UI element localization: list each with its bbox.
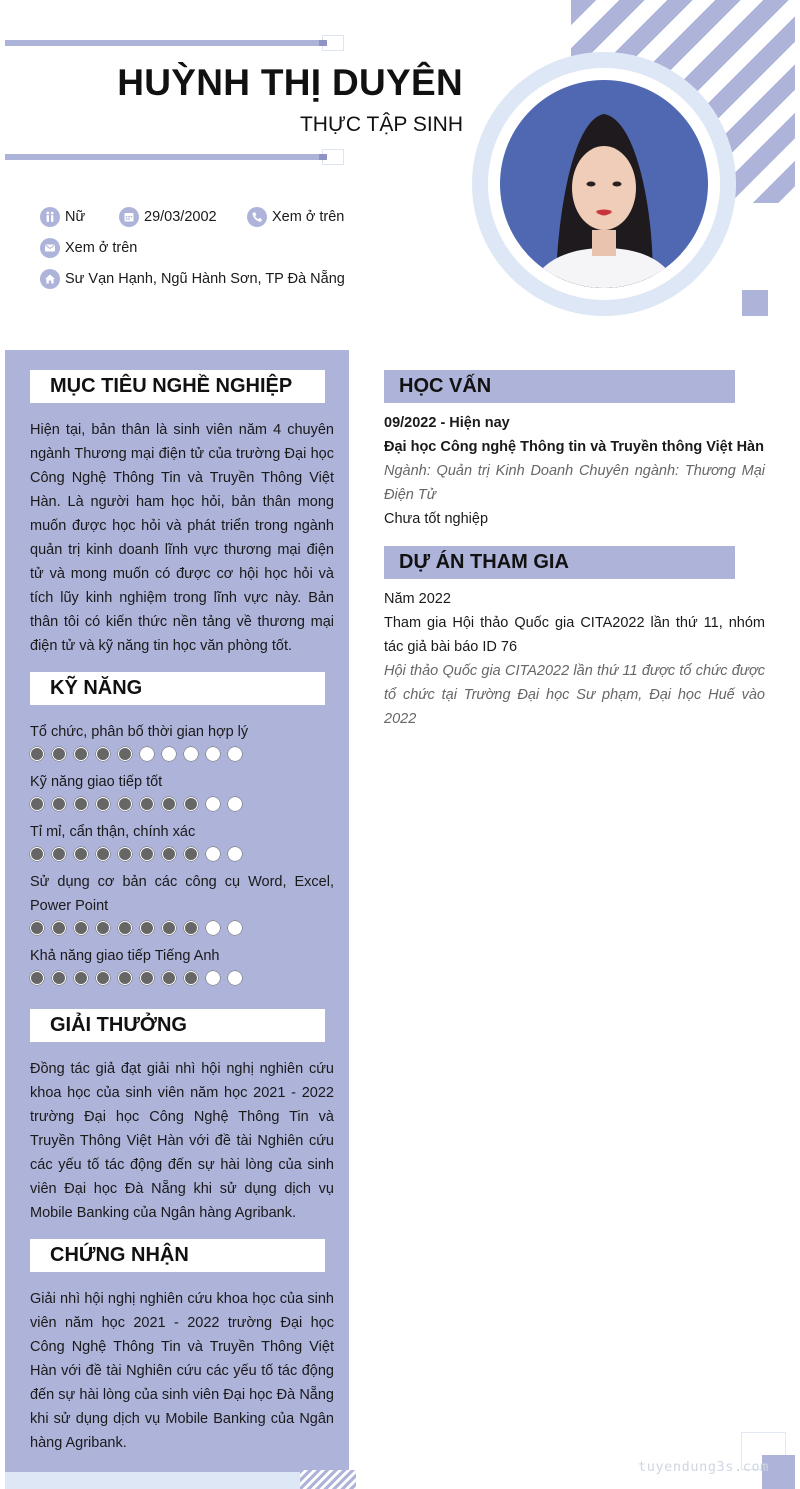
avatar [500, 80, 708, 288]
skill-name: Tổ chức, phân bố thời gian hợp lý [30, 724, 249, 740]
awards-heading: GIẢI THƯỞNG [30, 1009, 325, 1042]
projects-heading: DỰ ÁN THAM GIA [384, 546, 735, 579]
rating-dot-empty [140, 747, 154, 761]
rating-dot-filled [30, 847, 44, 861]
decorative-square [742, 290, 768, 316]
skill-rating [30, 747, 334, 761]
skill-rating [30, 797, 334, 811]
rating-dot-empty [228, 847, 242, 861]
rating-dot-filled [118, 847, 132, 861]
rating-dot-filled [74, 847, 88, 861]
rating-dot-filled [140, 921, 154, 935]
skill-rating [30, 847, 334, 861]
skill-rating [30, 921, 334, 935]
objective-heading: MỤC TIÊU NGHỀ NGHIỆP [30, 370, 325, 403]
rating-dot-empty [184, 747, 198, 761]
project-year: Năm 2022 [384, 591, 451, 607]
avatar-frame [472, 52, 736, 316]
skill-item [30, 770, 334, 811]
rating-dot-empty [206, 747, 220, 761]
rating-dot-empty [206, 847, 220, 861]
rating-dot-filled [184, 797, 198, 811]
skill-name: Tỉ mỉ, cẩn thận, chính xác [30, 824, 196, 840]
education-major: Ngành: Quản trị Kinh Doanh Chuyên ngành: Thương Mại Điện Tử [384, 463, 765, 503]
header-line-cap-bottom [322, 149, 344, 165]
rating-dot-filled [30, 921, 44, 935]
watermark-text: tuyendung3s.com [638, 1459, 769, 1475]
phone-value: Xem ở trên [272, 209, 345, 225]
rating-dot-filled [184, 921, 198, 935]
calendar-icon [119, 207, 139, 227]
rating-dot-filled [162, 847, 176, 861]
rating-dot-filled [184, 971, 198, 985]
rating-dot-empty [162, 747, 176, 761]
objective-text: Hiện tại, bản thân là sinh viên năm 4 chuyên ngành Thương mại điện tử của trường Đại học Công Nghệ Thông Tin và Truyền Thông Việt Hàn. Là người ham học hỏi, bản thân mong muốn được học hỏi và phát triển trong ngành quản trị kinh doanh lĩnh vực thương mại điện tử và mong muốn có được cơ hội học hỏi và tích lũy kinh nghiệm trong lĩnh vực này. Bản thân tôi có kiến thức nền tảng về thương mại điện tử và kỹ năng tin học văn phòng tốt. [30, 422, 334, 654]
rating-dot-filled [52, 971, 66, 985]
gender-icon [40, 207, 60, 227]
bottom-band-decoration [5, 1472, 349, 1489]
education-period: 09/2022 - Hiện nay [384, 415, 510, 431]
skill-name: Khả năng giao tiếp Tiếng Anh [30, 948, 220, 964]
rating-dot-filled [30, 797, 44, 811]
gender-value: Nữ [65, 209, 86, 225]
rating-dot-filled [74, 971, 88, 985]
phone-icon [247, 207, 267, 227]
education-school: Đại học Công nghệ Thông tin và Truyền thông Việt Hàn [384, 439, 764, 455]
education-status: Chưa tốt nghiệp [384, 511, 489, 527]
candidate-name: HUỲNH THỊ DUYÊN [117, 62, 463, 103]
rating-dot-filled [52, 847, 66, 861]
skill-item [30, 820, 334, 861]
rating-dot-filled [140, 847, 154, 861]
rating-dot-filled [96, 971, 110, 985]
contact-phone [247, 207, 344, 227]
rating-dot-filled [118, 921, 132, 935]
rating-dot-empty [228, 797, 242, 811]
job-title: THỰC TẬP SINH [299, 113, 463, 136]
project-name: Tham gia Hội thảo Quốc gia CITA2022 lần thứ 11, nhóm tác giả bài báo ID 76 [384, 615, 765, 655]
email-value: Xem ở trên [65, 240, 138, 256]
rating-dot-filled [96, 921, 110, 935]
rating-dot-filled [74, 797, 88, 811]
contact-address [40, 269, 345, 289]
birthday-value: 29/03/2002 [144, 209, 217, 225]
rating-dot-filled [118, 971, 132, 985]
rating-dot-filled [184, 847, 198, 861]
bottom-stripes-decoration [300, 1470, 356, 1489]
awards-text: Đồng tác giả đạt giải nhì hội nghị nghiên cứu khoa học của sinh viên năm học 2021 - 2022 trường Đại học Công Nghệ Thông Tin và Truyền Thông Việt Hàn với đề tài Nghiên cứu các yếu tố tác động đến sự hài lòng của sinh viên Đại học Đà Nẵng khi sử dụng dịch vụ Mobile Banking của Ngân hàng Agribank. [30, 1061, 334, 1221]
rating-dot-filled [118, 747, 132, 761]
header-line-top [5, 40, 333, 46]
rating-dot-filled [162, 971, 176, 985]
rating-dot-empty [228, 747, 242, 761]
skills-heading: KỸ NĂNG [30, 672, 325, 705]
rating-dot-filled [96, 847, 110, 861]
rating-dot-filled [52, 797, 66, 811]
skill-rating [30, 971, 334, 985]
rating-dot-filled [96, 797, 110, 811]
rating-dot-empty [228, 971, 242, 985]
project-description: Hội thảo Quốc gia CITA2022 lần thứ 11 được tổ chức được tổ chức tại Trường Đại học Sư phạm, Đại học Huế vào 2022 [384, 663, 765, 727]
header-line-bottom [5, 154, 333, 160]
skill-item [30, 870, 334, 935]
rating-dot-filled [74, 747, 88, 761]
portrait-image [500, 80, 708, 288]
certificates-text: Giải nhì hội nghị nghiên cứu khoa học của sinh viên năm học 2021 - 2022 trường Đại học Công Nghệ Thông Tin và Truyền Thông Việt Hàn với đề tài Nghiên cứu các yếu tố tác động đến sự hài lòng của sinh viên Đại học Đà Nẵng khi sử dụng dịch vụ Mobile Banking của Ngân hàng Agribank. [30, 1291, 334, 1451]
rating-dot-empty [206, 971, 220, 985]
rating-dot-empty [228, 921, 242, 935]
rating-dot-filled [52, 921, 66, 935]
rating-dot-filled [162, 797, 176, 811]
rating-dot-filled [30, 747, 44, 761]
home-icon [40, 269, 60, 289]
skill-item [30, 720, 334, 761]
rating-dot-filled [30, 971, 44, 985]
skill-item [30, 944, 334, 985]
contact-gender [40, 207, 85, 227]
rating-dot-empty [206, 921, 220, 935]
rating-dot-filled [74, 921, 88, 935]
rating-dot-filled [118, 797, 132, 811]
rating-dot-filled [52, 747, 66, 761]
address-value: Sư Vạn Hạnh, Ngũ Hành Sơn, TP Đà Nẵng [65, 271, 345, 287]
contact-email [40, 238, 137, 258]
rating-dot-filled [140, 797, 154, 811]
contact-birthday [119, 207, 217, 227]
certificates-heading: CHỨNG NHẬN [30, 1239, 325, 1272]
education-heading: HỌC VẤN [384, 370, 735, 403]
rating-dot-filled [96, 747, 110, 761]
rating-dot-filled [162, 921, 176, 935]
skill-name: Kỹ năng giao tiếp tốt [30, 774, 163, 790]
skill-name: Sử dụng cơ bản các công cụ Word, Excel, Power Point [30, 874, 334, 914]
envelope-icon [40, 238, 60, 258]
header-line-cap-top [322, 35, 344, 51]
rating-dot-empty [206, 797, 220, 811]
rating-dot-filled [140, 971, 154, 985]
